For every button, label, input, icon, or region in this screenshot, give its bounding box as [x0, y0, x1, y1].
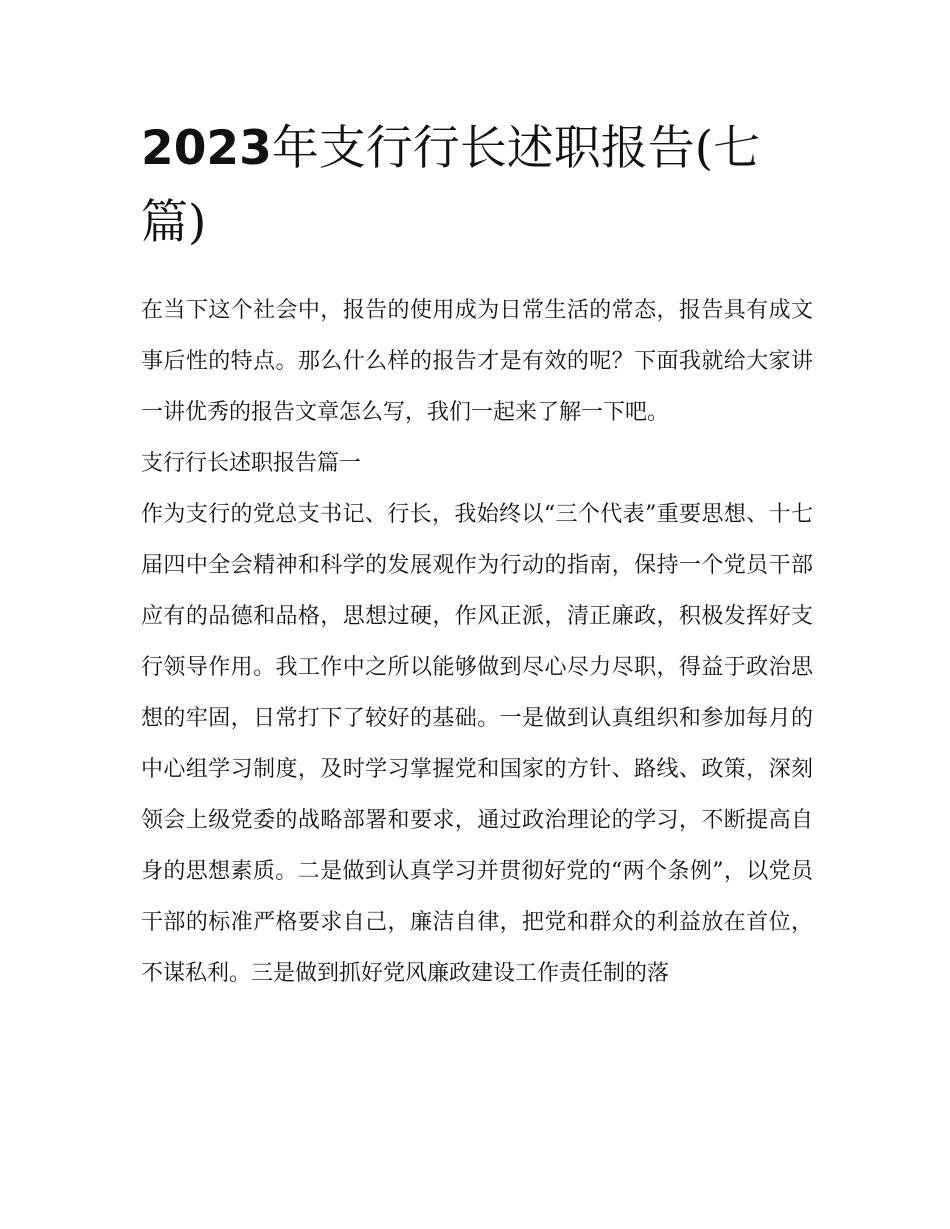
title-year: 2023 — [141, 121, 272, 176]
title-text: 年支行行长述职报告(七篇) — [141, 121, 761, 250]
section-heading: 支行行长述职报告篇一 — [141, 451, 362, 476]
document-page — [141, 0, 813, 999]
intro-paragraph: 在当下这个社会中，报告的使用成为日常生活的常态，报告具有成文事后性的特点。那么什么样的报告才是有效的呢？下面我就给大家讲一讲优秀的报告文章怎么写，我们一起来了解一下吧。 — [141, 298, 813, 425]
body-paragraph: 作为支行的党总支书记、行长，我始终以“三个代表”重要思想、十七届四中全会精神和科学的发展观作为行动的指南，保持一个党员干部应有的品德和品格，思想过硬，作风正派，清正廉政，积极发挥好支行领导作用。我工作中之所以能够做到尽心尽力尽职，得益于政治思想的牢固，日常打下了较好的基础。一是做到认真组织和参加每月的中心组学习制度，及时学习掌握党和国家的方针、路线、政策，深刻领会上级党委的战略部署和要求，通过政治理论的学习，不断提高自身的思想素质。二是做到认真学习并贯彻好党的“两个条例”，以党员干部的标准严格要求自己，廉洁自律，把党和群众的利益放在首位，不谋私利。三是做到抓好党风廉政建设工作责任制的落 — [141, 502, 813, 986]
page-title — [141, 112, 813, 260]
